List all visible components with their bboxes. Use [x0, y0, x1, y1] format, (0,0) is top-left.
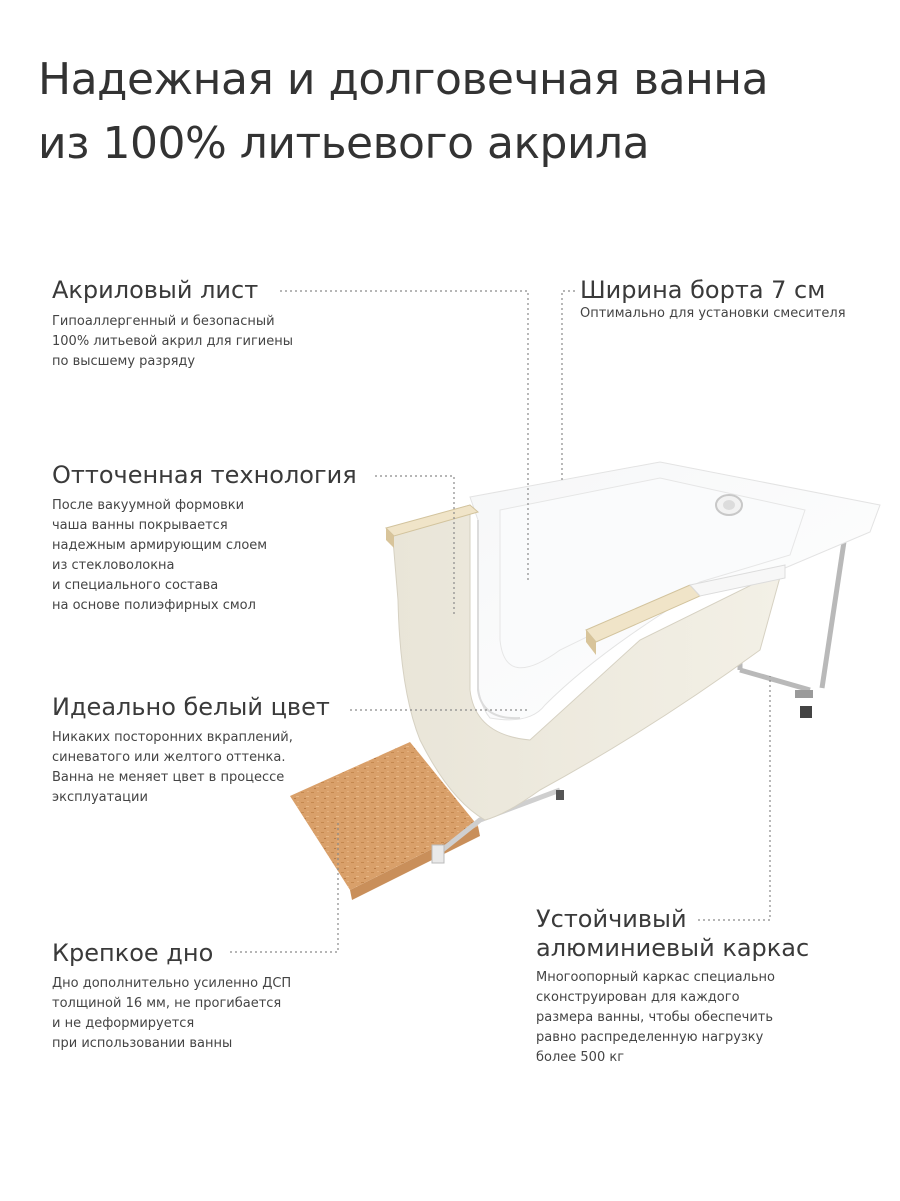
- description-line: на основе полиэфирных смол: [52, 598, 256, 613]
- description-line: и специального состава: [52, 578, 219, 593]
- description-line: Многоопорный каркас специально: [536, 970, 775, 985]
- technology-description: [52, 496, 267, 616]
- white-color-description: [52, 728, 293, 808]
- frame-foot-pad: [800, 706, 812, 718]
- description-line: и не деформируется: [52, 1016, 195, 1031]
- page-title-line-1: Надежная и долговечная ванна: [38, 54, 769, 105]
- description-line: синеватого или желтого оттенка.: [52, 750, 286, 765]
- rim-width-description: [580, 304, 846, 324]
- frame-heading-line-2: алюминиевый каркас: [536, 934, 810, 962]
- description-line: эксплуатации: [52, 790, 148, 805]
- description-line: толщиной 16 мм, не прогибается: [52, 996, 282, 1011]
- description-line: После вакуумной формовки: [52, 498, 245, 513]
- description-line: Оптимально для установки смесителя: [580, 306, 846, 321]
- description-line: Гипоаллергенный и безопасный: [52, 314, 275, 329]
- description-line: чаша ванны покрывается: [52, 518, 228, 533]
- rim-width-heading: Ширина борта 7 см: [580, 276, 826, 304]
- description-line: надежным армирующим слоем: [52, 538, 268, 553]
- description-line: сконструирован для каждого: [536, 990, 740, 1005]
- frame-foot-pad: [556, 790, 564, 800]
- description-line: из стекловолокна: [52, 558, 175, 573]
- strong-bottom-description: [52, 974, 291, 1054]
- description-line: по высшему разряду: [52, 354, 196, 369]
- acrylic-sheet-heading: Акриловый лист: [52, 276, 259, 304]
- description-line: Дно дополнительно усиленно ДСП: [52, 976, 292, 991]
- description-line: Никаких посторонних вкраплений,: [52, 730, 293, 745]
- description-line: равно распределенную нагрузку: [536, 1030, 764, 1045]
- description-line: 100% литьевой акрил для гигиены: [52, 334, 294, 349]
- frame-end-cap: [432, 845, 444, 863]
- acrylic-sheet-description: [52, 312, 293, 372]
- frame-description: [536, 968, 775, 1068]
- overflow-drain-icon: [716, 495, 742, 515]
- description-line: Ванна не меняет цвет в процессе: [52, 770, 285, 785]
- description-line: при использовании ванны: [52, 1036, 233, 1051]
- frame-foot: [795, 690, 813, 698]
- page-title-line-2: из 100% литьевого акрила: [38, 118, 650, 169]
- frame-heading-line-1: Устойчивый: [536, 905, 687, 933]
- technology-heading: Отточенная технология: [52, 461, 357, 489]
- strong-bottom-heading: Крепкое дно: [52, 939, 214, 967]
- description-line: размера ванны, чтобы обеспечить: [536, 1010, 774, 1025]
- description-line: более 500 кг: [536, 1050, 625, 1065]
- white-color-heading: Идеально белый цвет: [52, 693, 330, 721]
